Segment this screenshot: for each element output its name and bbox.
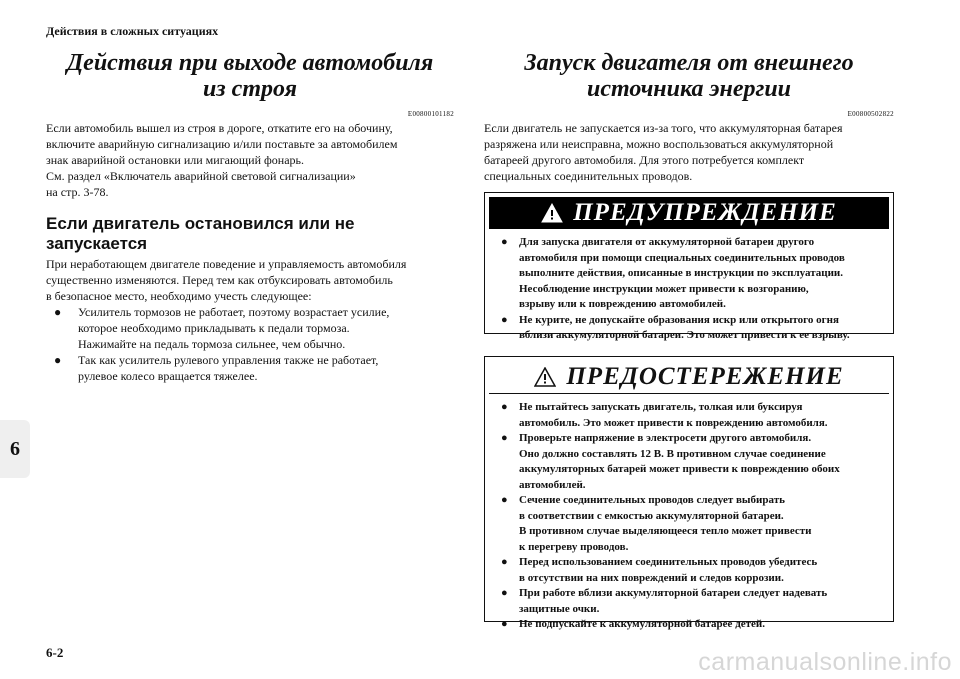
text-line: которое необходимо прикладывать к педали тормоза.	[78, 321, 350, 335]
caution-title: ПРЕДОСТЕРЕЖЕНИЕ	[566, 363, 844, 390]
text-line: аккумуляторных батарей может привести к повреждению обоих	[519, 463, 840, 475]
text-line: в соответствии с емкостью аккумуляторной батареи.	[519, 509, 784, 522]
warning-header	[489, 197, 889, 229]
list-item	[493, 235, 887, 313]
list-item	[493, 400, 887, 431]
subheading-engine-stopped: Если двигатель остановился или не запускается	[46, 214, 355, 253]
bullet-icon: ●	[501, 236, 508, 248]
text-line: В противном случае выделяющееся тепло может привести	[519, 525, 812, 537]
bullet-icon: ●	[501, 401, 508, 413]
list-item	[52, 352, 454, 384]
text-line: разряжена или неисправна, можно воспользоваться аккумуляторной	[484, 137, 834, 151]
text-line: Сечение соединительных проводов следует выбирать	[519, 494, 785, 506]
left-column	[46, 50, 454, 384]
text-line: выполните действия, описанные в инструкции по эксплуатации.	[519, 267, 844, 279]
running-header: Действия в сложных ситуациях	[46, 24, 219, 38]
text-line: специальных соединительных проводов.	[484, 169, 693, 183]
text-line: Усилитель тормозов не работает, поэтому возрастает усилие,	[78, 305, 390, 319]
bullet-icon: ●	[54, 305, 62, 319]
warning-triangle-icon	[534, 367, 556, 387]
page-number: 6-2	[46, 645, 64, 660]
text-line: к перегреву проводов.	[519, 540, 629, 553]
bullet-icon: ●	[501, 432, 508, 444]
text-line: на стр. 3-78.	[46, 185, 109, 199]
chapter-tab: 6	[0, 420, 30, 478]
text-line: Нажимайте на педаль тормоза сильнее, чем обычно.	[78, 337, 346, 351]
text-line: Не пытайтесь запускать двигатель, толкая или буксируя	[519, 401, 803, 413]
text-line: в безопасное место, необходимо учесть следующее:	[46, 289, 312, 303]
bullet-icon: ●	[501, 494, 508, 506]
right-column	[484, 50, 894, 184]
bullet-icon: ●	[501, 587, 508, 599]
list-item	[493, 617, 887, 633]
text-line: взрыву или к повреждению автомобилей.	[519, 298, 726, 310]
list-item	[493, 555, 887, 586]
text-line: защитные очки.	[519, 602, 600, 615]
jump-start-intro	[484, 120, 894, 184]
text-line: Если автомобиль вышел из строя в дороге, откатите его на обочину,	[46, 121, 393, 135]
text-line: Несоблюдение инструкции может привести к возгоранию,	[519, 282, 809, 295]
bullet-icon: ●	[501, 556, 508, 568]
title-line-1: Действия при выходе автомобиля	[66, 50, 434, 76]
bullet-icon: ●	[501, 618, 508, 630]
breakdown-intro	[46, 120, 454, 200]
caution-list	[485, 400, 893, 633]
warning-title: ПРЕДУПРЕЖДЕНИЕ	[573, 199, 837, 226]
text-line: вблизи аккумуляторной батареи. Это может привести к ее взрыву.	[519, 329, 850, 341]
warning-list	[485, 235, 893, 344]
text-line: Для запуска двигателя от аккумуляторной батареи другого	[519, 236, 815, 248]
list-item	[493, 493, 887, 555]
text-line: Проверьте напряжение в электросети другого автомобиля.	[519, 432, 812, 444]
bullet-icon: ●	[501, 313, 508, 326]
list-item	[493, 431, 887, 493]
text-line: Не курите, не допускайте образования искр или открытого огня	[519, 313, 839, 326]
engine-stopped-intro	[46, 256, 454, 304]
list-item	[493, 313, 887, 344]
title-line-2: источника энергии	[586, 76, 792, 102]
warning-triangle-icon	[541, 203, 563, 223]
reference-code: E00800502822	[847, 110, 894, 118]
text-line: знак аварийной остановки или мигающий фонарь.	[46, 153, 304, 167]
text-line: Оно должно составлять 12 В. В противном случае соединение	[519, 447, 826, 460]
title-line-2: из строя	[202, 76, 298, 102]
text-line: автомобиль. Это может привести к повреждению автомобиля.	[519, 416, 828, 429]
list-item	[52, 304, 454, 352]
section-title-breakdown	[46, 50, 454, 102]
text-line: При неработающем двигателе поведение и управляемость автомобиля	[46, 257, 407, 271]
text-line: При работе вблизи аккумуляторной батареи следует надевать	[519, 587, 828, 599]
text-line: батареей другого автомобиля. Для этого потребуется комплект	[484, 153, 805, 167]
text-line: включите аварийную сигнализацию и/или поставьте за автомобилем	[46, 137, 398, 151]
title-line-1: Запуск двигателя от внешнего	[524, 50, 854, 76]
warning-box	[484, 192, 894, 341]
reference-code: E00800101182	[407, 110, 454, 118]
text-line: существенно изменяются. Перед тем как отбуксировать автомобиль	[46, 273, 393, 287]
text-line: автомобилей.	[519, 478, 586, 491]
text-line: рулевое колесо вращается тяжелее.	[78, 369, 258, 383]
text-line: См. раздел «Включатель аварийной световой сигнализации»	[46, 169, 356, 183]
watermark: carmanualsonline.info	[698, 648, 952, 676]
text-line: Перед использованием соединительных проводов убедитесь	[519, 556, 818, 568]
text-line: Так как усилитель рулевого управления также не работает,	[78, 353, 379, 367]
bullet-icon: ●	[54, 353, 62, 367]
section-title-jump-start	[484, 50, 894, 102]
text-line: в отсутствии на них повреждений и следов коррозии.	[519, 571, 784, 584]
text-line: Не подпускайте к аккумуляторной батарее детей.	[519, 618, 766, 630]
engine-stopped-list	[46, 304, 454, 384]
text-line: Если двигатель не запускается из-за того, что аккумуляторная батарея	[484, 121, 843, 135]
text-line: автомобиля при помощи специальных соединительных проводов	[519, 251, 845, 264]
caution-header	[489, 361, 889, 394]
list-item	[493, 586, 887, 617]
caution-box	[484, 356, 894, 630]
